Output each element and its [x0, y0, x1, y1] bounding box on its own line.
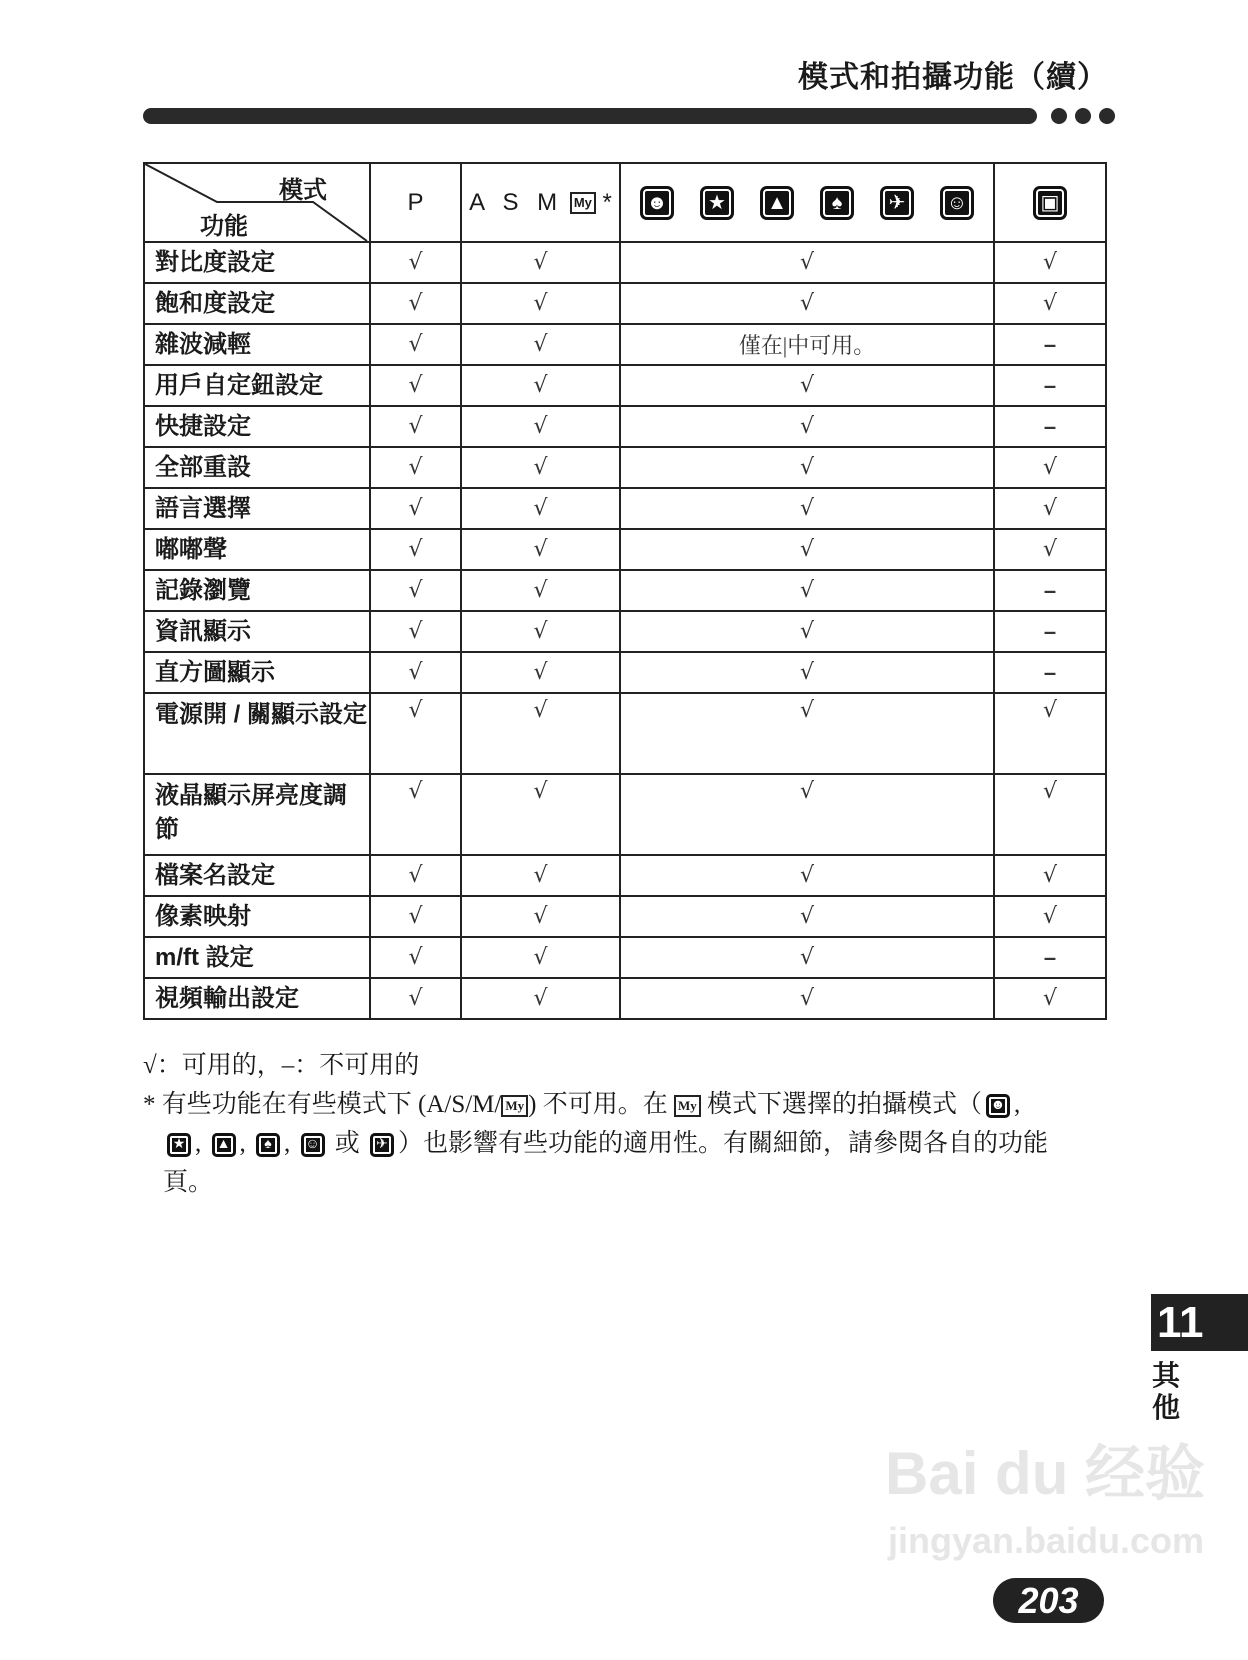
page-number: 203	[993, 1578, 1104, 1623]
asm-mode-cell: √	[461, 611, 620, 652]
function-name-cell: 嘟嘟聲	[144, 529, 370, 570]
asm-mode-cell: √	[461, 283, 620, 324]
asm-mode-cell: √	[461, 978, 620, 1019]
header-dot	[1051, 108, 1067, 124]
movie-mode-cell: –	[994, 365, 1106, 406]
scene-mode-cell: 僅在|中可用。	[620, 324, 994, 365]
p-mode-cell: √	[370, 855, 461, 896]
asm-mode-cell: √	[461, 855, 620, 896]
p-mode-cell: √	[370, 611, 461, 652]
self-portrait-icon: ☺	[301, 1133, 325, 1157]
asterisk-note: * 有些功能在有些模式下 (A/S/M/ My ) 不可用。在 My 模式下選擇的拍攝模式（ ☻ ,	[143, 1091, 1021, 1118]
p-mode-cell: √	[370, 242, 461, 283]
table-row	[144, 242, 1106, 283]
corner-function-label: 功能	[200, 213, 248, 240]
portrait-icon: ☻	[640, 186, 674, 220]
p-mode-cell: √	[370, 365, 461, 406]
scene-mode-cell: √	[620, 529, 994, 570]
col-header-p: P	[370, 163, 461, 242]
table-row	[144, 978, 1106, 1019]
table-row	[144, 896, 1106, 937]
movie-mode-cell: –	[994, 324, 1106, 365]
asm-mode-cell: √	[461, 488, 620, 529]
p-mode-cell: √	[370, 978, 461, 1019]
scene-mode-cell: √	[620, 406, 994, 447]
page-title: 模式和拍攝功能（續）	[798, 61, 1108, 94]
portrait-icon: ☻	[986, 1094, 1010, 1118]
movie-mode-cell: √	[994, 529, 1106, 570]
function-name-cell: 記錄瀏覽	[144, 570, 370, 611]
corner-header-cell	[144, 163, 370, 242]
scene-mode-cell: √	[620, 570, 994, 611]
scene-mode-cell: √	[620, 855, 994, 896]
asm-mode-cell: √	[461, 774, 620, 855]
function-name-cell: m/ft 設定	[144, 937, 370, 978]
p-mode-cell: √	[370, 488, 461, 529]
night-scene-icon: ★	[700, 186, 734, 220]
p-mode-cell: √	[370, 447, 461, 488]
p-mode-cell: √	[370, 693, 461, 774]
asm-mode-cell: √	[461, 242, 620, 283]
p-mode-cell: √	[370, 283, 461, 324]
function-name-cell: 對比度設定	[144, 242, 370, 283]
col-header-asm	[461, 163, 620, 242]
table-row	[144, 855, 1106, 896]
p-mode-cell: √	[370, 652, 461, 693]
function-name-cell: 全部重設	[144, 447, 370, 488]
note-text: 頁。	[163, 1169, 214, 1196]
table-row	[144, 693, 1106, 774]
movie-mode-cell: –	[994, 406, 1106, 447]
mode-function-table	[143, 162, 1107, 1020]
table-row	[144, 406, 1106, 447]
asm-mode-cell: √	[461, 406, 620, 447]
function-name-cell: 液晶顯示屏亮度調節	[144, 774, 370, 855]
note-text: ) 不可用。在	[528, 1091, 668, 1118]
movie-mode-cell: –	[994, 652, 1106, 693]
movie-mode-cell: √	[994, 693, 1106, 774]
asm-mode-cell: √	[461, 652, 620, 693]
asm-mode-cell: √	[461, 937, 620, 978]
scene-mode-cell: √	[620, 978, 994, 1019]
corner-mode-label: 模式	[279, 177, 327, 204]
movie-mode-cell: –	[994, 937, 1106, 978]
function-name-cell: 快捷設定	[144, 406, 370, 447]
col-header-movie	[994, 163, 1106, 242]
scene-mode-cell: √	[620, 652, 994, 693]
chapter-tab-number: 11	[1151, 1294, 1248, 1351]
landscape-icon: ▲	[212, 1133, 236, 1157]
scene-mode-cell: √	[620, 242, 994, 283]
movie-mode-cell: √	[994, 242, 1106, 283]
movie-mode-cell: √	[994, 283, 1106, 324]
note-text: 或	[334, 1130, 360, 1157]
function-name-cell: 飽和度設定	[144, 283, 370, 324]
scene-mode-cell: √	[620, 365, 994, 406]
table-row	[144, 447, 1106, 488]
self-portrait-icon: ☺	[940, 186, 974, 220]
table-row	[144, 611, 1106, 652]
function-name-cell: 像素映射	[144, 896, 370, 937]
asm-label: A S M	[469, 188, 564, 216]
scene-mode-cell: √	[620, 283, 994, 324]
scene-mode-cell: √	[620, 447, 994, 488]
header-rule	[143, 108, 1037, 124]
asm-mode-cell: √	[461, 324, 620, 365]
footnotes	[143, 1046, 1109, 1202]
landscape-icon: ▲	[760, 186, 794, 220]
night-scene-icon: ★	[167, 1133, 191, 1157]
function-name-cell: 檔案名設定	[144, 855, 370, 896]
scene-mode-cell: √	[620, 937, 994, 978]
sports-icon: ✈	[880, 186, 914, 220]
landscape-portrait-icon: ♠	[820, 186, 854, 220]
p-mode-cell: √	[370, 896, 461, 937]
asm-mode-cell: √	[461, 693, 620, 774]
p-mode-cell: √	[370, 324, 461, 365]
p-mode-cell: √	[370, 406, 461, 447]
function-name-cell: 雜波減輕	[144, 324, 370, 365]
p-mode-cell: √	[370, 570, 461, 611]
watermark-url: jingyan.baidu.com	[888, 1520, 1205, 1561]
header-dot	[1099, 108, 1115, 124]
table-row	[144, 937, 1106, 978]
table-row	[144, 652, 1106, 693]
p-mode-cell: √	[370, 529, 461, 570]
table-row	[144, 529, 1106, 570]
col-header-scenes	[620, 163, 994, 242]
table-row	[144, 774, 1106, 855]
legend-note: √：可用的，–：不可用的	[143, 1052, 420, 1079]
sports-icon: ✈	[370, 1133, 394, 1157]
table-row	[144, 365, 1106, 406]
table-row	[144, 283, 1106, 324]
movie-mode-cell: √	[994, 978, 1106, 1019]
table-row	[144, 324, 1106, 365]
asm-mode-cell: √	[461, 570, 620, 611]
asm-mode-cell: √	[461, 447, 620, 488]
scene-mode-cell: √	[620, 611, 994, 652]
p-mode-cell: √	[370, 774, 461, 855]
asterisk-note-cont: ★ , ▲ , ♠ , ☺ 或 ✈ ）也影響有些功能的適用性。有關細節，請參閱各自的功能	[143, 1124, 1109, 1163]
scene-mode-cell: √	[620, 488, 994, 529]
movie-mode-cell: √	[994, 774, 1106, 855]
movie-icon: ▣	[1033, 186, 1067, 220]
p-mode-cell: √	[370, 937, 461, 978]
asm-mode-cell: √	[461, 365, 620, 406]
function-name-cell: 資訊顯示	[144, 611, 370, 652]
chapter-tab-label: 其他	[1152, 1360, 1181, 1423]
landscape-portrait-icon: ♠	[256, 1133, 280, 1157]
table-row	[144, 570, 1106, 611]
movie-mode-cell: –	[994, 570, 1106, 611]
scene-mode-cell: √	[620, 774, 994, 855]
note-text: ）也影響有些功能的適用性。有關細節，請參閱各自的功能	[398, 1130, 1049, 1157]
function-name-cell: 用戶自定鈕設定	[144, 365, 370, 406]
asm-mode-cell: √	[461, 896, 620, 937]
movie-mode-cell: √	[994, 447, 1106, 488]
table-header-row	[144, 163, 1106, 242]
function-name-cell: 視頻輸出設定	[144, 978, 370, 1019]
movie-mode-cell: √	[994, 896, 1106, 937]
function-name-cell: 直方圖顯示	[144, 652, 370, 693]
asm-asterisk: *	[602, 188, 612, 216]
my-mode-icon: My	[674, 1095, 701, 1117]
scene-mode-cell: √	[620, 896, 994, 937]
asm-mode-cell: √	[461, 529, 620, 570]
my-mode-icon: My	[570, 192, 596, 214]
movie-mode-cell: √	[994, 488, 1106, 529]
function-name-cell: 電源開 / 關顯示設定	[144, 693, 370, 774]
scene-mode-cell: √	[620, 693, 994, 774]
note-text: 模式下選擇的拍攝模式（	[707, 1091, 983, 1118]
my-mode-icon: My	[501, 1095, 528, 1117]
header-dot	[1075, 108, 1091, 124]
note-text: * 有些功能在有些模式下 (A/S/M/	[143, 1091, 502, 1118]
function-name-cell: 語言選擇	[144, 488, 370, 529]
table-row	[144, 488, 1106, 529]
movie-mode-cell: –	[994, 611, 1106, 652]
watermark-logo: Bai du 经验	[885, 1440, 1206, 1507]
movie-mode-cell: √	[994, 855, 1106, 896]
diagonal-divider	[145, 164, 371, 241]
